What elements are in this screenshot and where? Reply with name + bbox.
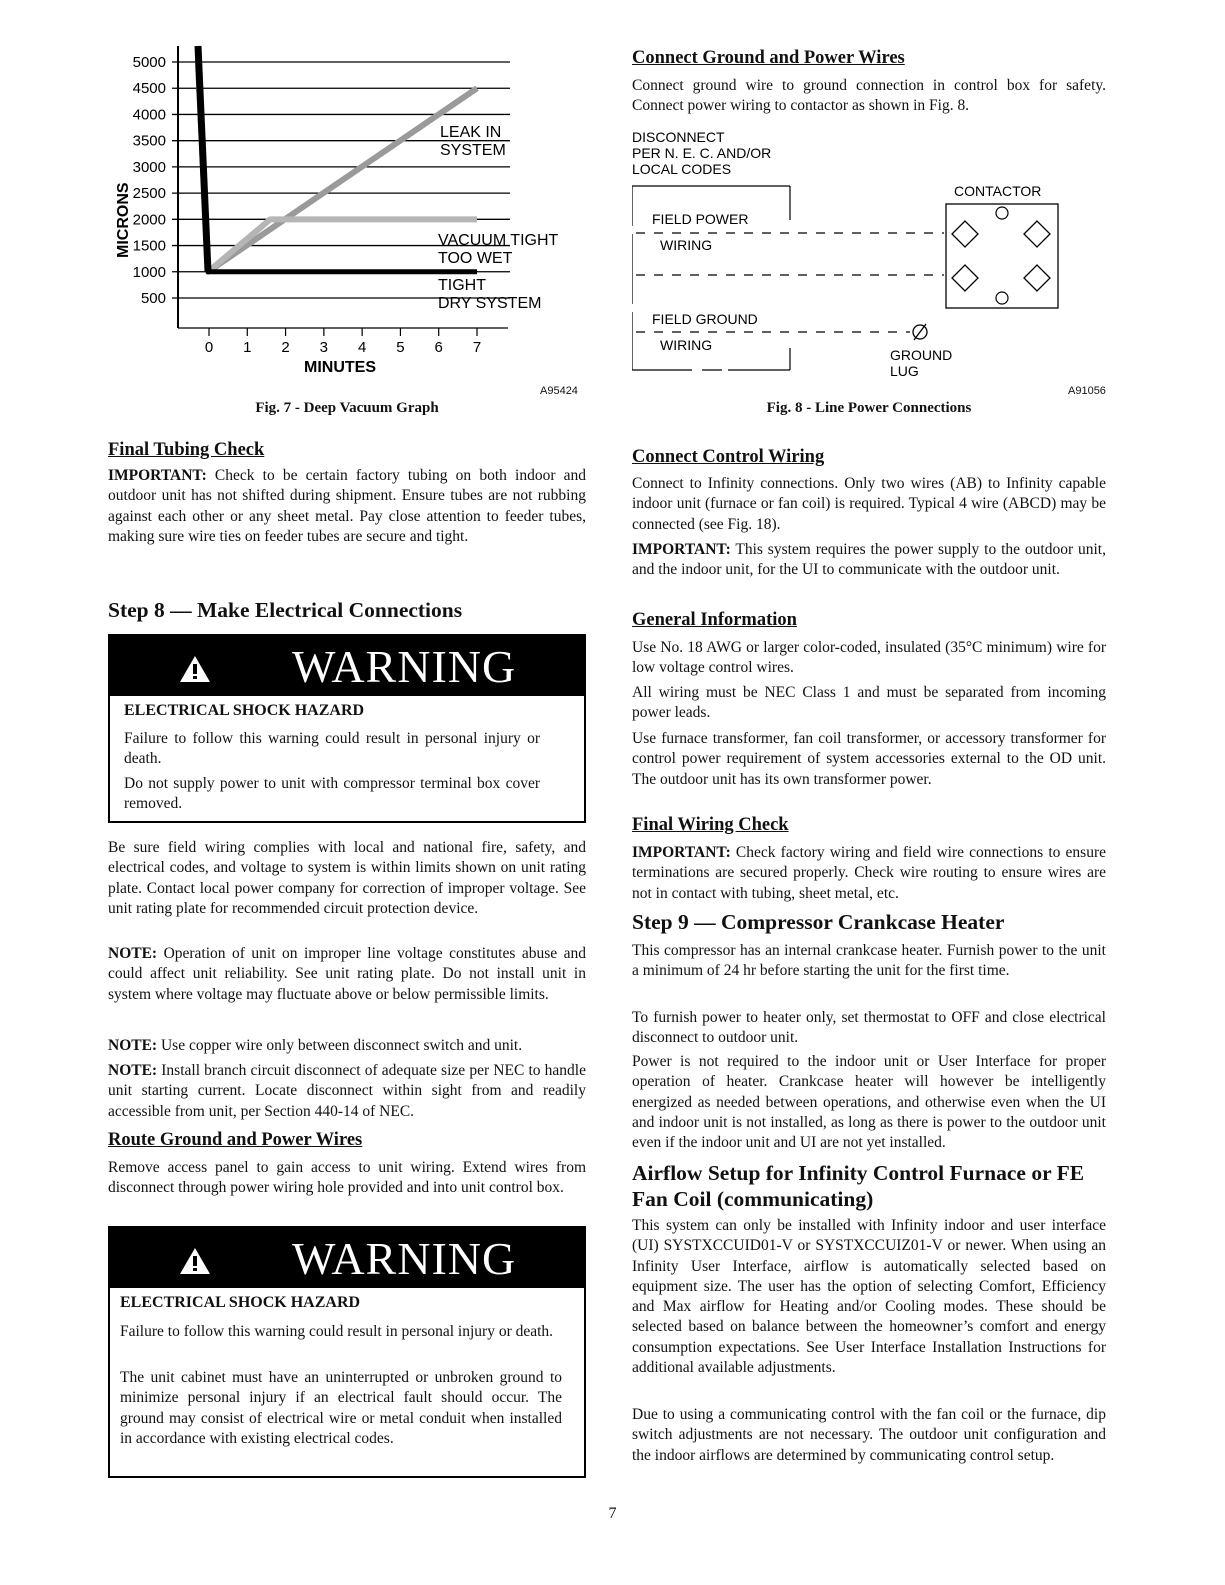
y-tick-label: 3500 xyxy=(132,132,166,150)
series-annotation: LEAK IN xyxy=(440,124,502,141)
x-tick-label: 3 xyxy=(319,339,329,356)
warning2-p1: Failure to follow this warning could result in personal injury or death. xyxy=(120,1323,554,1340)
series-annotation: TIGHT xyxy=(438,277,486,294)
final-tubing-paragraph: IMPORTANT: Check to be certain factory tubing on both indoor and outdoor unit has not shifted during shipment. Ensure tubes are not rubbing against each other or any sheet metal. Pay close attention to feeder tubes, making sure wire ties on feeder tubes are secure and tight. xyxy=(108,467,586,545)
connect-control-paragraph: Connect to Infinity connections. Only two wires (AB) to Infinity capable indoor unit (furnace or fan coil) is required. Typical 4 wire (ABCD) may be connected (see Fig. 18). xyxy=(632,475,1106,533)
final-tubing-heading: Final Tubing Check xyxy=(108,440,265,460)
fig7-graph xyxy=(108,40,586,380)
fig7-code: A95424 xyxy=(540,385,578,397)
deep-vacuum-chart xyxy=(108,40,586,380)
x-tick-label: 0 xyxy=(204,339,214,356)
series-annotation: DRY SYSTEM xyxy=(438,295,542,312)
field-ground-label-1: FIELD GROUND xyxy=(652,311,758,327)
initial-descent-line xyxy=(198,46,208,272)
field-ground-label-2: WIRING xyxy=(660,337,713,353)
x-axis-label: MINUTES xyxy=(304,359,376,376)
page-number: 7 xyxy=(608,1505,617,1522)
warning-bar-1 xyxy=(110,636,584,696)
warning-hazard-2: ELECTRICAL SHOCK HAZARD xyxy=(120,1294,361,1311)
disconnect-label-1: DISCONNECT xyxy=(632,129,725,145)
ground-lug-label-2: LUG xyxy=(890,363,919,379)
warning-title-1: WARNING xyxy=(292,641,517,692)
y-tick-label: 1500 xyxy=(132,237,166,255)
warning2-p2: The unit cabinet must have an uninterrupted or unbroken ground to minimize personal injury if an electrical fault should occur. The ground may consist of electrical wire or metal conduit when installed in accordance with existing electrical codes. xyxy=(120,1369,562,1447)
series-annotation: SYSTEM xyxy=(440,142,506,159)
be-sure-paragraph: Be sure field wiring complies with local and national fire, safety, and electrical codes, and voltage to system is within limits shown on unit rating plate. Contact local power company for correction of improper voltage. See unit rating plate for recommended circuit protection device. xyxy=(108,839,586,917)
y-tick-label: 3000 xyxy=(132,158,166,176)
warning-bar-2 xyxy=(110,1228,584,1288)
general-p3: Use furnace transformer, fan coil transformer, or accessory transformer for control power requirement of system accessories external to the OD unit. The outdoor unit has its own transformer power. xyxy=(632,730,1106,788)
general-p1: Use No. 18 AWG or larger color-coded, insulated (35°C minimum) wire for low voltage control wires. xyxy=(632,639,1106,677)
field-power-label-1: FIELD POWER xyxy=(652,211,749,227)
x-tick-label: 1 xyxy=(243,339,252,356)
y-tick-label: 500 xyxy=(140,290,166,307)
connect-ground-heading: Connect Ground and Power Wires xyxy=(632,48,905,68)
x-tick-label: 5 xyxy=(396,339,405,356)
x-tick-label: 2 xyxy=(281,339,290,356)
final-wiring-heading: Final Wiring Check xyxy=(632,815,789,835)
note3-paragraph: NOTE: Install branch circuit disconnect of adequate size per NEC to handle unit starting current. Locate disconnect within sight from and readily accessible from unit, per Section 440-14 of NEC. xyxy=(108,1062,586,1120)
airflow-heading: Airflow Setup for Infinity Control Furnace or FE Fan Coil (communicating) xyxy=(632,1161,1085,1211)
warning1-p1: Failure to follow this warning could result in personal injury or death. xyxy=(124,730,540,768)
step8-heading: Step 8 — Make Electrical Connections xyxy=(108,598,463,622)
fig8-diagram xyxy=(632,128,1106,388)
airflow-p2: Due to using a communicating control with the fan coil or the furnace, dip switch adjustments are not necessary. The outdoor unit configuration and the indoor airflows are determined by communicating control setup. xyxy=(632,1406,1106,1464)
warning-box-2 xyxy=(108,1226,586,1478)
fig7-caption: Fig. 7 - Deep Vacuum Graph xyxy=(255,400,439,416)
warning-triangle-icon xyxy=(178,1246,212,1276)
contactor-label: CONTACTOR xyxy=(954,183,1042,199)
y-tick-label: 1000 xyxy=(132,263,166,281)
line-power-diagram xyxy=(632,128,1106,388)
y-tick-label: 4000 xyxy=(132,106,166,124)
final-wiring-paragraph: IMPORTANT: Check factory wiring and field wire connections to ensure terminations are secured properly. Check wire routing to ensure wires are not in contact with tubing, sheet metal, etc. xyxy=(632,844,1106,902)
warning-box-1 xyxy=(108,634,586,823)
x-tick-label: 7 xyxy=(472,339,482,356)
y-tick-label: 2000 xyxy=(132,211,166,229)
x-tick-label: 4 xyxy=(357,339,367,356)
note1-paragraph: NOTE: Operation of unit on improper line voltage constitutes abuse and could affect unit reliability. See unit rating plate. Do not install unit in system where voltage may fluctuate above or below permissible limits. xyxy=(108,945,586,1003)
route-heading: Route Ground and Power Wires xyxy=(108,1130,363,1150)
x-tick-label: 6 xyxy=(434,339,443,356)
y-tick-label: 5000 xyxy=(132,54,166,71)
note2-paragraph: NOTE: Use copper wire only between disconnect switch and unit. xyxy=(108,1037,523,1054)
connect-ground-paragraph: Connect ground wire to ground connection in control box for safety. Connect power wiring to contactor as shown in Fig. 8. xyxy=(632,77,1106,115)
y-tick-label: 2500 xyxy=(132,185,166,203)
series-annotation: TOO WET xyxy=(438,250,513,267)
field-power-label-2: WIRING xyxy=(660,237,713,253)
y-tick-label: 4500 xyxy=(132,80,166,98)
general-p2: All wiring must be NEC Class 1 and must be separated from incoming power leads. xyxy=(632,684,1106,722)
disconnect-label-2: PER N. E. C. AND/OR xyxy=(632,145,772,161)
step9-heading: Step 9 — Compressor Crankcase Heater xyxy=(632,910,1005,934)
connect-control-important: IMPORTANT: This system requires the power supply to the outdoor unit, and the indoor unit, for the UI to communicate with the outdoor unit. xyxy=(632,541,1106,579)
route-paragraph: Remove access panel to gain access to unit wiring. Extend wires from disconnect through power wiring hole provided and into unit control box. xyxy=(108,1159,586,1197)
ground-lug-icon xyxy=(913,324,927,340)
series-annotation: VACUUM TIGHT xyxy=(438,232,559,249)
disconnect-label-3: LOCAL CODES xyxy=(632,161,732,177)
warning-title-2: WARNING xyxy=(292,1233,517,1284)
warning-triangle-icon xyxy=(178,654,212,684)
airflow-p1: This system can only be installed with Infinity indoor and user interface (UI) SYSTXCCUID01-V or SYSTXCCUIZ01-V or newer. When using an Infinity User Interface, airflow is automatically selected based on equipment size. The user has the option of selecting Comfort, Efficiency and Max airflow for Heating and/or Cooling modes. These should be selected based on balance between the homeowner’s comfort and energy consumption expectations. See User Interface Installation Instructions for additional available adjustments. xyxy=(632,1217,1106,1377)
y-axis-label: MICRONS xyxy=(115,182,132,258)
connect-control-heading: Connect Control Wiring xyxy=(632,447,825,467)
general-info-heading: General Information xyxy=(632,610,797,630)
warning1-p2: Do not supply power to unit with compressor terminal box cover removed. xyxy=(124,775,540,813)
ground-lug-label-1: GROUND xyxy=(890,347,953,363)
fig8-caption: Fig. 8 - Line Power Connections xyxy=(766,400,972,416)
warning-hazard-1: ELECTRICAL SHOCK HAZARD xyxy=(124,702,365,719)
contactor-icon xyxy=(946,204,1058,308)
step9-p3: Power is not required to the indoor unit or User Interface for proper operation of heater. Crankcase heater will however be intelligently energized as needed between operations, and otherwise even when the UI and indoor unit is not installed, as long as there is power to the outdoor unit even if the indoor unit and UI are not yet installed. xyxy=(632,1053,1106,1152)
fig8-code: A91056 xyxy=(1068,385,1106,397)
step9-p2: To furnish power to heater only, set thermostat to OFF and close electrical disconnect to outdoor unit. xyxy=(632,1009,1106,1047)
step9-p1: This compressor has an internal crankcase heater. Furnish power to the unit a minimum of 24 hr before starting the unit for the first time. xyxy=(632,942,1106,980)
